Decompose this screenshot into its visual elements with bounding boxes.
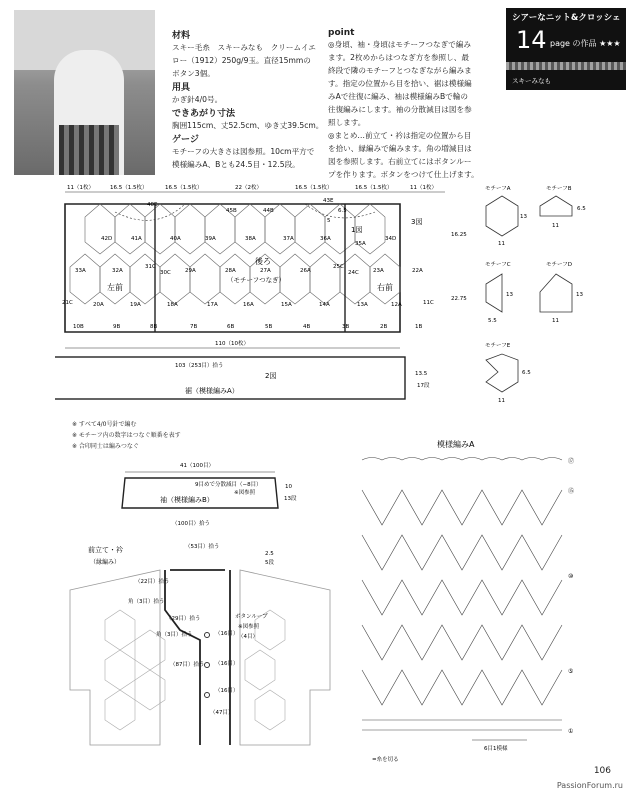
m-8b: 8B: [150, 324, 158, 330]
pattern-a-chart: [352, 435, 592, 765]
label-back-sub: （モチーフつなぎ）: [227, 276, 286, 284]
label-fig1: 1図: [351, 226, 363, 234]
point-line-10: 図を参照します。右前立てにはボタンルー: [328, 157, 472, 166]
m-5b: 5B: [265, 324, 273, 330]
point-line-8: ◎まとめ…前立て・衿は指定の位置から目: [328, 131, 472, 140]
band-p16b: （16目）: [215, 661, 239, 667]
label-40e: 40E: [147, 202, 158, 208]
badge-page-label: page の作品 ★★★: [550, 39, 621, 48]
materials-block: [172, 28, 332, 171]
size-value: 胸囲115cm、丈52.5cm、ゆき丈39.5cm。: [172, 121, 324, 130]
label-left-front: 左前: [107, 283, 123, 292]
m-40a: 40A: [170, 236, 181, 242]
model-photo: [14, 10, 155, 175]
point-line-1: ◎身頃、袖・身頃はモチーフつなぎで編み: [328, 40, 471, 49]
badge-yarn: スキーみなも: [512, 77, 551, 85]
sleeve-dec: 9目めで分散減目（−8目）: [195, 482, 262, 488]
band-p29: （29目）拾う: [166, 616, 201, 622]
top-dim-2: 16.5（1.5枚）: [110, 185, 148, 191]
label-110: 110（10枚）: [215, 341, 249, 347]
label-fig2: 2図: [265, 372, 277, 380]
m-14a: 14A: [319, 302, 330, 308]
m-7b: 7B: [190, 324, 198, 330]
gauge-line-2: 模様編みA、Bとも24.5目・12.5段。: [172, 160, 300, 169]
row-15: ⑮: [568, 488, 575, 495]
motif-c-name: モチーフC: [485, 262, 511, 268]
m-38a: 38A: [245, 236, 256, 242]
m-30c: 30C: [160, 270, 171, 276]
m-2b: 2B: [380, 324, 388, 330]
m-24c: 24C: [348, 270, 359, 276]
band-corner3b: 角（3目）拾う: [156, 632, 193, 638]
row-1: ①: [568, 728, 574, 735]
m-32a: 32A: [112, 268, 123, 274]
motif-b-name: モチーフB: [546, 186, 572, 192]
m-13a: 13A: [357, 302, 368, 308]
band-diagram: [60, 540, 345, 770]
sleeve-h: 10: [285, 484, 292, 490]
point-heading: point: [328, 28, 355, 38]
band-corner3: 角（3目）拾う: [128, 599, 165, 605]
row-10: ⑩: [568, 573, 574, 580]
badge-title: シアーなニット&クロッシェ: [512, 13, 621, 23]
m-19a: 19A: [130, 302, 141, 308]
m-36a: 36A: [320, 236, 331, 242]
project-badge: [506, 8, 626, 90]
band-p47: （47目）: [210, 710, 234, 716]
band-p22: （22目）拾う: [135, 579, 170, 585]
point-line-7: 照します。: [328, 118, 366, 127]
m-10b: 10B: [73, 324, 84, 330]
band-title: 前立て・衿: [88, 546, 123, 554]
label-135: 13.5: [415, 371, 428, 377]
motif-d-name: モチーフD: [546, 262, 572, 268]
m-4b: 4B: [303, 324, 311, 330]
label-2275: 22.75: [451, 296, 467, 302]
motif-shapes: [480, 182, 620, 412]
band-p87: （87目）拾う: [170, 662, 205, 668]
gauge-line-1: モチーフの大きさは図参照。10cm平方で: [172, 147, 315, 156]
m-26a: 26A: [300, 268, 311, 274]
label-103: 103（253目）拾う: [175, 363, 224, 369]
materials-line-2: ロー（1912）250g/9玉。直径15mmの: [172, 56, 311, 65]
motif-a-w: 11: [498, 241, 505, 247]
m-23a: 23A: [373, 268, 384, 274]
top-dim-3: 16.5（1.5枚）: [165, 185, 203, 191]
row-5: ⑤: [568, 668, 574, 675]
top-dim-6: 16.5（1.5枚）: [355, 185, 393, 191]
m-27a: 27A: [260, 268, 271, 274]
pattern-a-repeat: 6目1模様: [484, 746, 508, 752]
materials-line-1: スキー毛糸 スキーみなも クリームイエ: [172, 43, 316, 52]
point-line-3: 終段で隣のモチーフとつなぎながら編みま: [328, 66, 472, 75]
m-28a: 28A: [225, 268, 236, 274]
point-line-9: を拾い、縁編みで編みます。角の増減目は: [328, 144, 472, 153]
gauge-heading: ゲージ: [172, 135, 199, 145]
m-35a: 35A: [355, 241, 366, 247]
band-rows: 5段: [265, 560, 274, 566]
m-45b: 45B: [226, 208, 237, 214]
m-9b: 9B: [113, 324, 121, 330]
point-line-4: す。指定の位置から目を拾い、裾は模様編: [328, 79, 472, 88]
band-loop: ボタンループ: [235, 614, 268, 620]
point-line-6: 往復編みにします。袖の分散減目は図を参: [328, 105, 472, 114]
m-25c: 25C: [333, 264, 344, 270]
materials-heading: 材料: [172, 31, 191, 41]
m-12a: 12A: [391, 302, 402, 308]
band-top: （53目）拾う: [185, 544, 220, 550]
note-2: ※ モチーフ内の数字はつなぐ順番を表す: [72, 432, 181, 439]
point-block: [328, 28, 500, 181]
label-43e: 43E: [323, 198, 334, 204]
motif-b-h: 6.5: [577, 206, 586, 212]
pattern-a-cut: =糸を切る: [372, 757, 399, 763]
band-sub: （縁編み）: [90, 559, 121, 566]
point-line-5: みAで往復に編み、袖は模様編みBで輪の: [328, 92, 468, 101]
label-back: 後ろ: [255, 257, 271, 266]
motif-a-name: モチーフA: [485, 186, 511, 192]
pattern-a-title: 模様編みA: [437, 440, 475, 449]
m-20a: 20A: [93, 302, 104, 308]
m-21c: 21C: [62, 300, 73, 306]
label-1625: 16.25: [451, 232, 467, 238]
motif-e-w: 11: [498, 398, 505, 404]
materials-line-3: ボタン3個。: [172, 69, 215, 78]
size-heading: できあがり寸法: [172, 109, 236, 119]
sleeve-diagram: [100, 458, 310, 533]
band-h: 2.5: [265, 551, 274, 557]
sleeve-rows: 13段: [284, 496, 297, 502]
label-65: 6.5: [338, 208, 347, 214]
motif-a-h: 13: [520, 214, 527, 220]
label-fig3: 3図: [411, 218, 423, 226]
tools-value: かぎ針4/0号。: [172, 95, 223, 104]
m-6b: 6B: [227, 324, 235, 330]
motif-d-h: 13: [576, 292, 583, 298]
m-11c: 11C: [423, 300, 434, 306]
label-5: 5: [327, 218, 331, 224]
top-dim-7: 11（1枚）: [410, 185, 437, 191]
notes: [72, 419, 181, 452]
label-17rows: 17段: [417, 383, 430, 389]
m-41a: 41A: [131, 236, 142, 242]
motif-b-w: 11: [552, 223, 559, 229]
m-34d: 34D: [385, 236, 397, 242]
m-37a: 37A: [283, 236, 294, 242]
page-number: 106: [593, 766, 611, 776]
sleeve-top: 41（100目）: [180, 463, 214, 469]
watermark: PassionForum.ru: [556, 781, 623, 790]
motif-e-h: 6.5: [522, 370, 531, 376]
motif-e-name: モチーフE: [485, 343, 511, 349]
badge-number: 14: [516, 26, 547, 54]
point-line-2: ます。2枚めからはつなぎ方を参照し、最: [328, 53, 469, 62]
label-right-front: 右前: [377, 283, 393, 292]
point-line-11: プを作ります。ボタンをつけて仕上げます。: [328, 170, 479, 179]
m-29a: 29A: [185, 268, 196, 274]
m-42d: 42D: [101, 236, 113, 242]
m-17a: 17A: [207, 302, 218, 308]
motif-d-w: 11: [552, 318, 559, 324]
top-dim-1: 11（1枚）: [67, 185, 94, 191]
band-loop-ref: ※図参照: [238, 624, 260, 630]
band-p16a: （16目）: [215, 631, 239, 637]
sleeve-title: 袖（模様編みB）: [160, 496, 214, 504]
note-3: ※ 合印同士は編みつなぐ: [72, 443, 139, 450]
tools-heading: 用具: [172, 83, 191, 93]
label-hem: 裾（模様編みA）: [185, 387, 239, 395]
motif-c-h: 13: [506, 292, 513, 298]
m-44b: 44B: [263, 208, 274, 214]
m-39a: 39A: [205, 236, 216, 242]
m-3b: 3B: [342, 324, 350, 330]
m-15a: 15A: [281, 302, 292, 308]
motif-c-w: 5.5: [488, 318, 497, 324]
m-33a: 33A: [75, 268, 86, 274]
row-17: ⑰: [568, 458, 575, 465]
body-diagram: [55, 182, 475, 412]
m-16a: 16A: [243, 302, 254, 308]
m-31c: 31C: [145, 264, 156, 270]
note-1: ※ すべて4/0号針で編む: [72, 421, 137, 428]
band-p16c: （16目）: [215, 688, 239, 694]
m-1b: 1B: [415, 324, 423, 330]
top-dim-4: 22（2枚）: [235, 185, 262, 191]
sleeve-ref: ※図参照: [234, 490, 256, 496]
m-18a: 18A: [167, 302, 178, 308]
top-dim-5: 16.5（1.5枚）: [295, 185, 333, 191]
sleeve-bottom: （100目）拾う: [172, 521, 210, 527]
band-loop-count: （4目）: [238, 634, 258, 640]
m-22a: 22A: [412, 268, 423, 274]
